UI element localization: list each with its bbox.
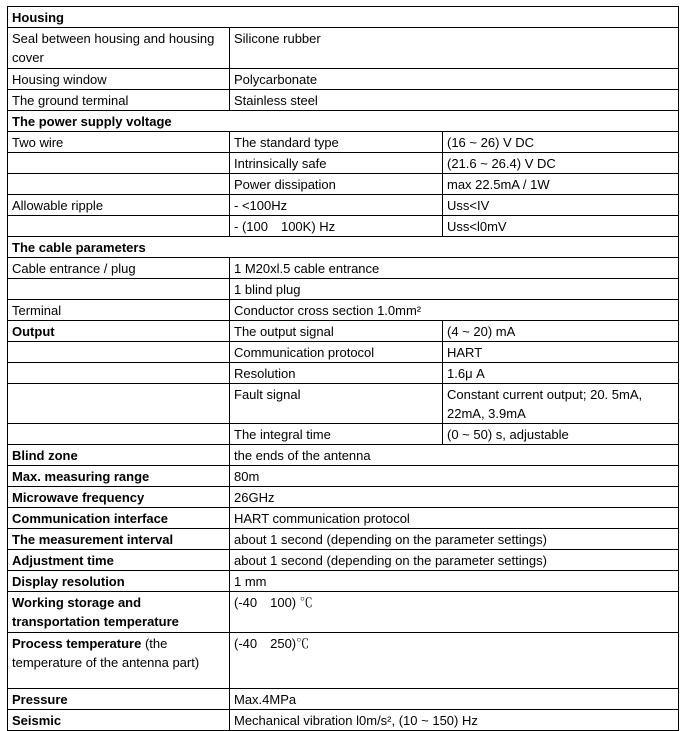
table-row <box>8 384 679 424</box>
table-row <box>8 571 679 592</box>
row-value: 1 blind plug <box>230 279 679 300</box>
row-value: 26GHz <box>230 487 679 508</box>
row-value: HART <box>443 342 679 363</box>
table-row <box>8 90 679 111</box>
row-value: (-40 250)℃ <box>230 633 679 689</box>
table-row <box>8 529 679 550</box>
row-value: Uss<l0mV <box>443 216 679 237</box>
row-value: 1 M20xl.5 cable entrance <box>230 258 679 279</box>
row-label: Pressure <box>8 689 230 710</box>
section-header-row <box>8 7 679 28</box>
row-label: Communication interface <box>8 508 230 529</box>
section-title: The power supply voltage <box>8 111 679 132</box>
row-label: The measurement interval <box>8 529 230 550</box>
row-value: (4 ~ 20) mA <box>443 321 679 342</box>
row-label: Microwave frequency <box>8 487 230 508</box>
table-row <box>8 132 679 153</box>
table-row <box>8 28 679 69</box>
row-value: Mechanical vibration l0m/s², (10 ~ 150) Hz <box>230 710 679 731</box>
table-row <box>8 550 679 571</box>
table-row <box>8 279 679 300</box>
table-row <box>8 258 679 279</box>
row-sub-label: The integral time <box>230 424 443 445</box>
row-value: Silicone rubber <box>230 28 679 69</box>
row-label: Cable entrance / plug <box>8 258 230 279</box>
row-sub-label: Power dissipation <box>230 174 443 195</box>
row-value: (21.6 ~ 26.4) V DC <box>443 153 679 174</box>
row-value: about 1 second (depending on the parameter settings) <box>230 550 679 571</box>
table-row <box>8 69 679 90</box>
table-row <box>8 321 679 342</box>
row-value: Polycarbonate <box>230 69 679 90</box>
row-value: 1 mm <box>230 571 679 592</box>
row-value: HART communication protocol <box>230 508 679 529</box>
row-label <box>8 174 230 195</box>
section-header-row <box>8 111 679 132</box>
row-sub-label: Communication protocol <box>230 342 443 363</box>
table-row <box>8 633 679 689</box>
row-label <box>8 153 230 174</box>
row-label: Allowable ripple <box>8 195 230 216</box>
table-row <box>8 592 679 633</box>
specifications-table <box>7 6 679 731</box>
table-row <box>8 342 679 363</box>
row-value: (0 ~ 50) s, adjustable <box>443 424 679 445</box>
row-label <box>8 216 230 237</box>
table-row <box>8 300 679 321</box>
row-label: Working storage and transportation temperature <box>8 592 230 633</box>
table-row <box>8 363 679 384</box>
row-sub-label: - (100 100K) Hz <box>230 216 443 237</box>
row-sub-label: Fault signal <box>230 384 443 424</box>
table-row <box>8 508 679 529</box>
table-row <box>8 445 679 466</box>
row-value: Stainless steel <box>230 90 679 111</box>
table-row <box>8 195 679 216</box>
row-label <box>8 424 230 445</box>
row-value: (-40 100) ℃ <box>230 592 679 633</box>
row-label <box>8 384 230 424</box>
section-header-row <box>8 237 679 258</box>
row-label <box>8 342 230 363</box>
row-sub-label: The output signal <box>230 321 443 342</box>
row-label: Seismic <box>8 710 230 731</box>
section-title: The cable parameters <box>8 237 679 258</box>
row-label <box>8 363 230 384</box>
table-row <box>8 487 679 508</box>
row-value: 80m <box>230 466 679 487</box>
row-label <box>8 633 230 689</box>
row-value: 1.6μ A <box>443 363 679 384</box>
row-sub-label: - <100Hz <box>230 195 443 216</box>
row-label: Two wire <box>8 132 230 153</box>
table-row <box>8 424 679 445</box>
section-title: Housing <box>8 7 679 28</box>
row-label: Housing window <box>8 69 230 90</box>
table-row <box>8 216 679 237</box>
table-row <box>8 174 679 195</box>
row-value: Constant current output; 20. 5mA, 22mA, 3.9mA <box>443 384 679 424</box>
table-row <box>8 466 679 487</box>
row-value: max 22.5mA / 1W <box>443 174 679 195</box>
row-label: Seal between housing and housing cover <box>8 28 230 69</box>
row-value: (16 ~ 26) V DC <box>443 132 679 153</box>
row-sub-label: Intrinsically safe <box>230 153 443 174</box>
row-label: Blind zone <box>8 445 230 466</box>
row-value: the ends of the antenna <box>230 445 679 466</box>
row-value: Uss<IV <box>443 195 679 216</box>
table-row <box>8 689 679 710</box>
row-sub-label: Resolution <box>230 363 443 384</box>
row-value: about 1 second (depending on the parameter settings) <box>230 529 679 550</box>
table-row <box>8 153 679 174</box>
row-label: The ground terminal <box>8 90 230 111</box>
row-value: Max.4MPa <box>230 689 679 710</box>
row-value: Conductor cross section 1.0mm² <box>230 300 679 321</box>
row-label: Max. measuring range <box>8 466 230 487</box>
row-sub-label: The standard type <box>230 132 443 153</box>
table-row <box>8 710 679 731</box>
row-label: Adjustment time <box>8 550 230 571</box>
row-label: Output <box>8 321 230 342</box>
row-label-note: (the temperature of the antenna part) <box>12 636 200 670</box>
row-label <box>8 279 230 300</box>
row-label-bold: Process temperature <box>12 636 142 651</box>
row-label: Terminal <box>8 300 230 321</box>
row-label: Display resolution <box>8 571 230 592</box>
